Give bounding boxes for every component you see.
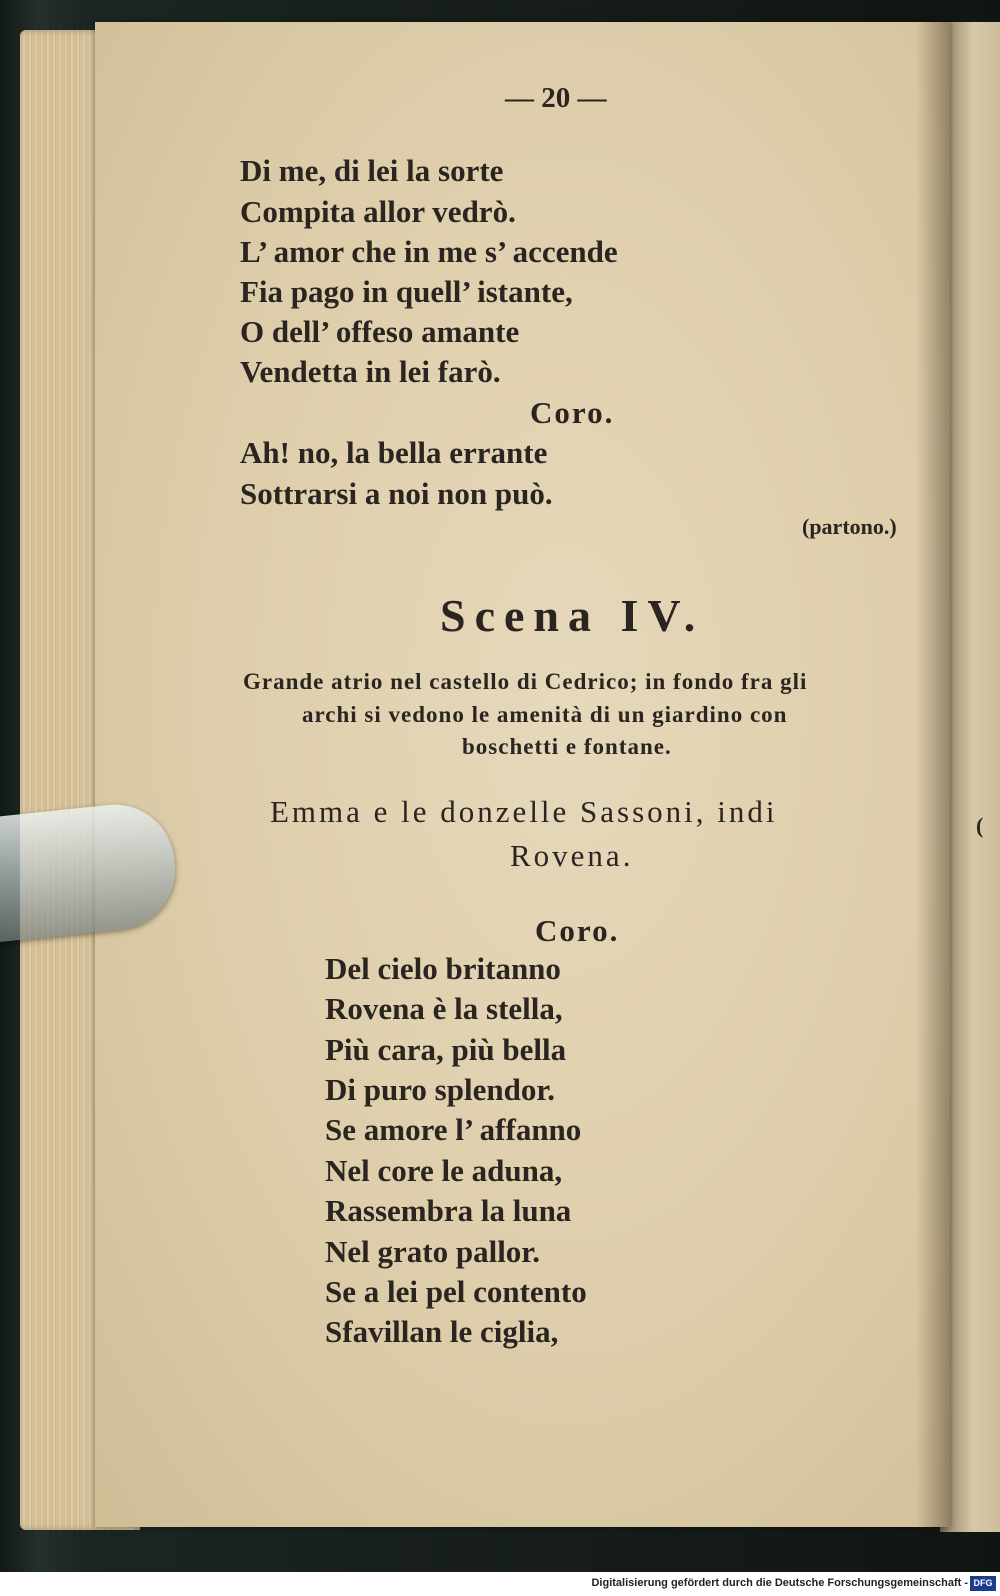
- verse-line: Rovena è la stella,: [325, 991, 563, 1026]
- digitization-footer: [0, 1572, 1000, 1596]
- verse-line: Sfavillan le ciglia,: [325, 1314, 559, 1349]
- page-gutter-shadow: [916, 22, 950, 1527]
- verse-line: Ah! no, la bella errante: [240, 435, 548, 470]
- page-number: — 20 —: [505, 82, 607, 114]
- verse-line: Rassembra la luna: [325, 1193, 572, 1228]
- verse-line: Più cara, più bella: [325, 1032, 567, 1067]
- stage-direction: (partono.): [802, 514, 897, 539]
- speaker-label: Coro.: [530, 395, 615, 430]
- verse-line: Fia pago in quell’ istante,: [240, 274, 573, 309]
- scene-title: Scena IV.: [440, 590, 705, 641]
- verse-line: Compita allor vedrò.: [240, 194, 516, 229]
- verse-line: Se amore l’ affanno: [325, 1112, 582, 1147]
- verse-line: Se a lei pel contento: [325, 1274, 587, 1309]
- dfg-logo: DFG: [970, 1576, 996, 1591]
- verse-line: Di puro splendor.: [325, 1072, 556, 1107]
- scene-setting-line: Grande atrio nel castello di Cedrico; in fondo fra gli: [243, 669, 808, 694]
- verse-line: Del cielo britanno: [325, 951, 561, 986]
- characters-line: Rovena.: [510, 838, 634, 873]
- verse-line: O dell’ offeso amante: [240, 314, 520, 349]
- verse-line: Nel grato pallor.: [325, 1234, 540, 1269]
- verse-line: L’ amor che in me s’ accende: [240, 234, 618, 269]
- verse-line: Sottrarsi a noi non può.: [240, 476, 553, 511]
- verse-line: Nel core le aduna,: [325, 1153, 563, 1188]
- speaker-label: Coro.: [535, 913, 620, 948]
- scene-setting-line: archi si vedono le amenità di un giardino con: [302, 702, 788, 727]
- funding-credit: Digitalisierung gefördert durch die Deutsche Forschungsgemeinschaft -: [591, 1577, 968, 1589]
- facing-page-mark: (: [976, 813, 984, 838]
- characters-line: Emma e le donzelle Sassoni, indi: [270, 794, 778, 829]
- verse-line: Vendetta in lei farò.: [240, 354, 501, 389]
- scene-setting-line: boschetti e fontane.: [462, 734, 672, 759]
- verse-line: Di me, di lei la sorte: [240, 153, 504, 188]
